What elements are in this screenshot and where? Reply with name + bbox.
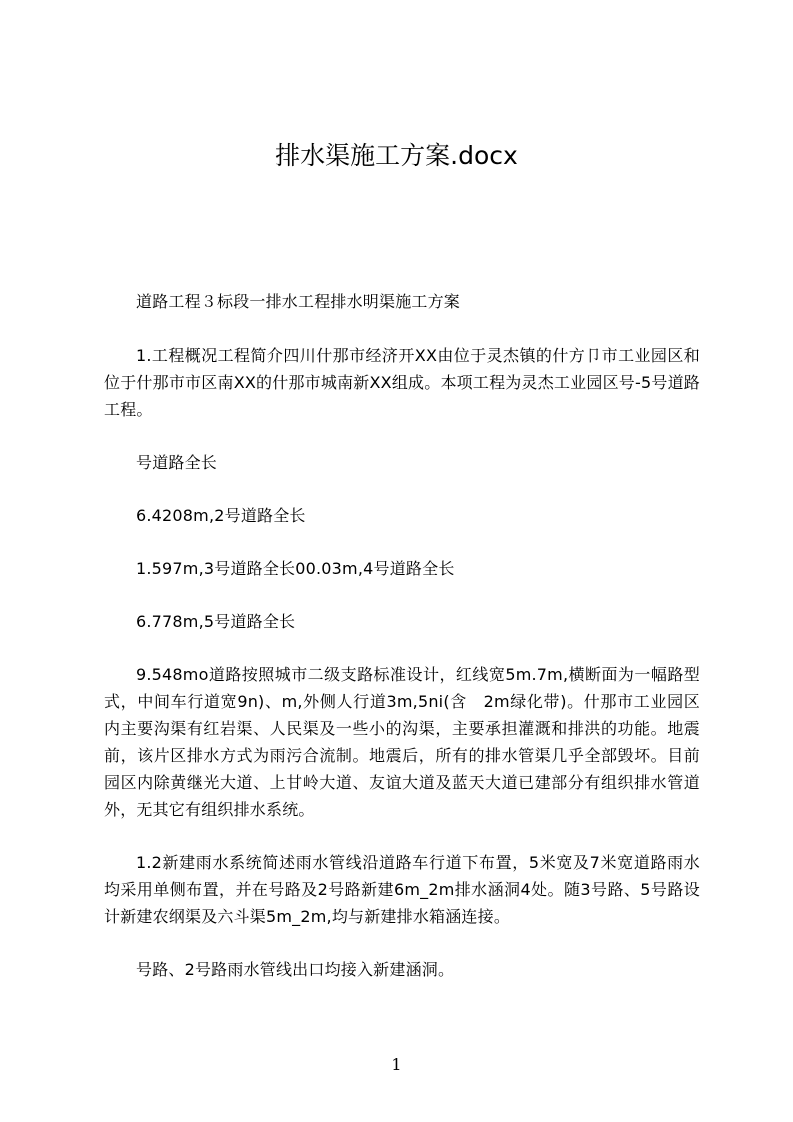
body-paragraph: 9.548mo道路按照城市二级支路标准设计，红线宽5m.7m,横断面为一幅路型式，中间车行道宽9n)、m,外侧人行道3m,5ni(含 2m绿化带)。什那市工业园区内主要沟渠有红岩渠、人民渠及一些小的沟渠，主要承担灌溉和排洪的功能。地震前，该片区排水方式为雨污合流制。地震后，所有的排水管渠几乎全部毁坏。目前园区内除黄继光大道、上甘岭大道、友谊大道及蓝天大道已建部分有组织排水管道外，无其它有组织排水系统。 xyxy=(104,665,700,819)
body-paragraph: 号道路全长 xyxy=(136,453,218,472)
body-paragraph: 1.597m,3号道路全长00.03m,4号道路全长 xyxy=(136,559,455,578)
page-number: 1 xyxy=(391,1055,402,1074)
body-paragraph: 1.工程概况工程简介四川什那市经济开XX由位于灵杰镇的什方卩市工业园区和位于什那市市区南XX的什那市城南新XX组成。本项工程为灵杰工业园区号-5号道路工程。 xyxy=(104,346,700,419)
body-paragraph: 6.4208m,2号道路全长 xyxy=(136,506,306,525)
body-paragraph: 号路、2号路雨水管线出口均接入新建涵洞。 xyxy=(136,960,455,979)
section-heading: 道路工程３标段一排水工程排水明渠施工方案 xyxy=(136,292,461,311)
body-paragraph: 1.2新建雨水系统简述雨水管线沿道路车行道下布置，5米宽及7米宽道路雨水均采用单侧布置，并在号路及2号路新建6m_2m排水涵洞4处。随3号路、5号路设计新建农纲渠及六斗渠5m_2m,均与新建排水箱涵连接。 xyxy=(104,853,700,926)
body-paragraph: 6.778m,5号道路全长 xyxy=(136,612,296,631)
document-title: 排水渠施工方案.docx xyxy=(275,141,518,170)
document-body xyxy=(104,288,700,1009)
